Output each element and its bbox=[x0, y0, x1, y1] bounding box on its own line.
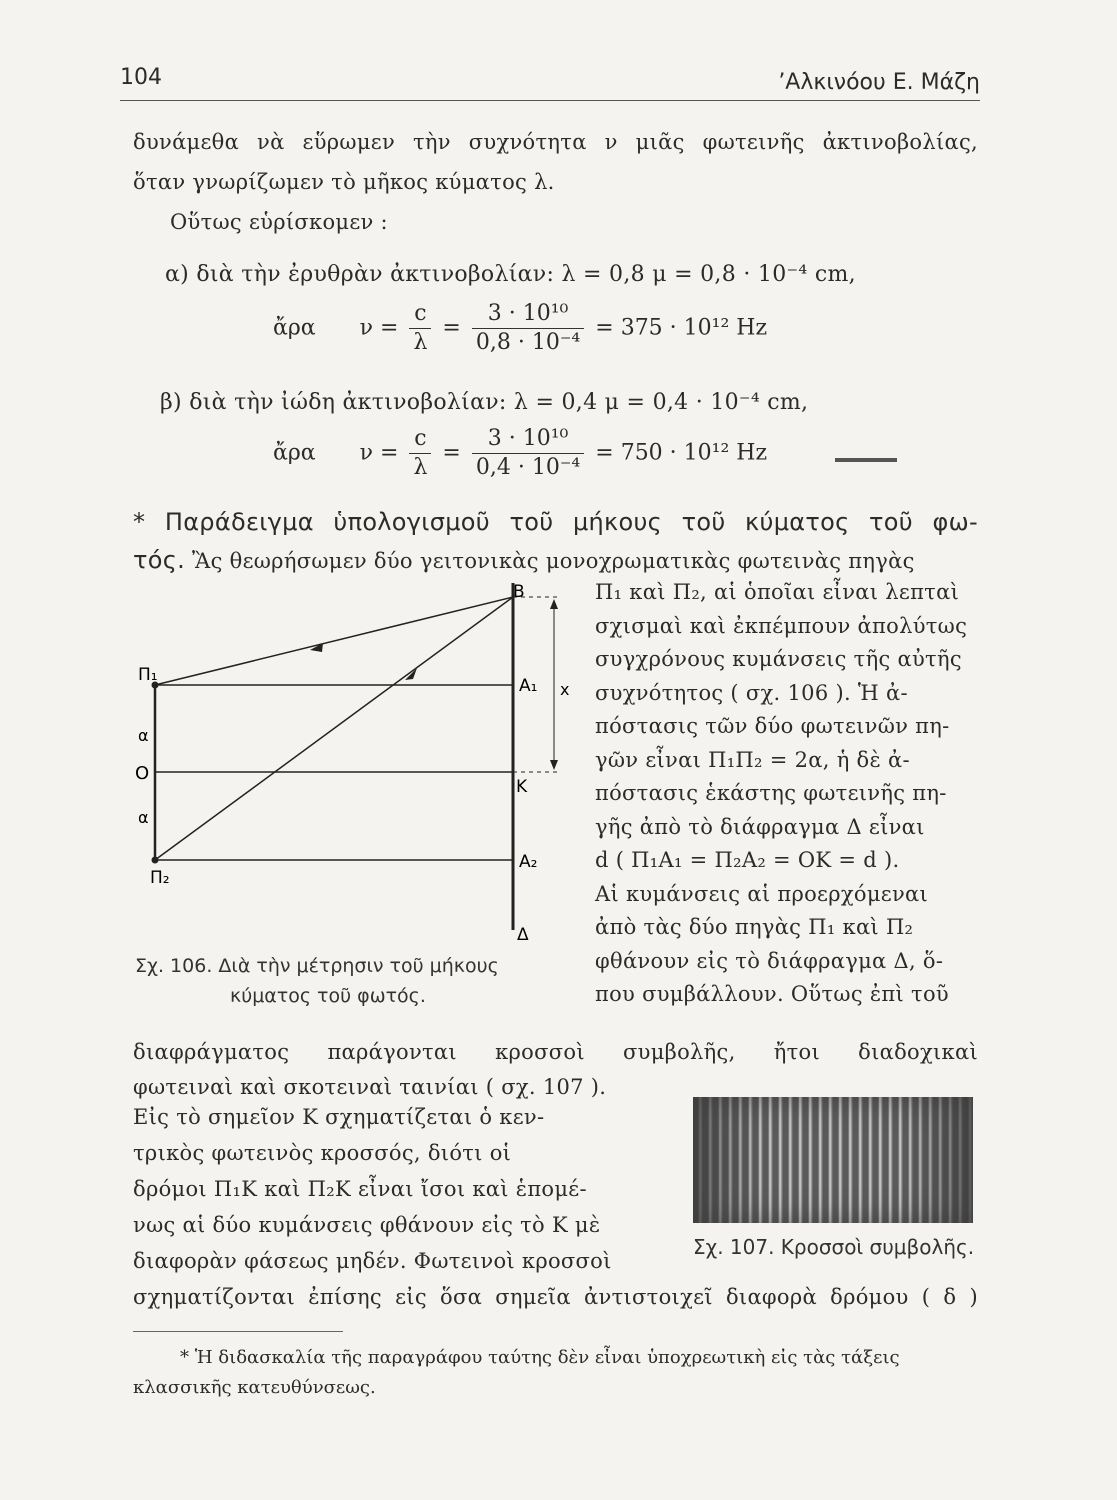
case-b-nu: ν = bbox=[359, 440, 399, 466]
right-col-line: d ( Π₁Α₁ = Π₂Α₂ = ΟΚ = d ). bbox=[595, 848, 900, 872]
left-col-line: δρόμοι Π₁Κ καὶ Π₂Κ εἶναι ἴσοι καὶ ἑπομέ- bbox=[133, 1177, 587, 1201]
body-line-3: Οὕτως εὑρίσκομεν : bbox=[170, 210, 388, 234]
label-delta: Δ bbox=[517, 925, 529, 945]
figure-107-caption: Σχ. 107. Κροσσοὶ συμβολῆς. bbox=[693, 1235, 975, 1259]
label-a2: A₂ bbox=[519, 852, 538, 872]
right-col-line: πόστασις ἑκάστης φωτεινῆς πη- bbox=[595, 781, 947, 805]
figure-106-caption-2: κύματος τοῦ φωτός. bbox=[230, 985, 426, 1007]
ray-p2-b bbox=[155, 597, 513, 860]
x-arrow-bottom bbox=[550, 760, 558, 770]
case-a-frac-c-lambda: $\frac{c}{\lambda}$ bbox=[409, 300, 431, 357]
left-col-line: τρικὸς φωτεινὸς κροσσός, διότι οἱ bbox=[133, 1141, 512, 1165]
footnote-line-2: κλασσικῆς κατευθύνσεως. bbox=[133, 1377, 376, 1398]
body-line-2: ὅταν γνωρίζωμεν τὸ μῆκος κύματος λ. bbox=[133, 170, 555, 194]
left-col-line: Εἰς τὸ σημεῖον Κ σχηματίζεται ὁ κεν- bbox=[133, 1105, 545, 1129]
header-rule bbox=[120, 100, 980, 101]
right-col-line: ἀπὸ τὰς δύο πηγὰς Π₁ καὶ Π₂ bbox=[595, 915, 914, 939]
right-column-text bbox=[595, 580, 980, 1016]
example-title-end: τός. bbox=[133, 546, 186, 574]
right-col-line: γῆς ἀπὸ τὸ διάφραγμα Δ εἶναι bbox=[595, 814, 925, 839]
example-title-line-1: * Παράδειγμα ὑπολογισμοῦ τοῦ μήκους τοῦ κύματος τοῦ φω- bbox=[133, 508, 978, 536]
case-a-nu: ν = bbox=[359, 315, 399, 341]
label-a-top: α bbox=[138, 726, 149, 745]
label-a1: A₁ bbox=[519, 676, 538, 696]
source-p2-dot bbox=[152, 857, 159, 864]
label-p2: Π₂ bbox=[150, 868, 170, 888]
footnote-rule bbox=[133, 1331, 343, 1332]
figure-107-fringes-image bbox=[693, 1097, 973, 1223]
right-col-line: συγχρόνους κυμάνσεις τῆς αὐτῆς bbox=[595, 647, 962, 671]
right-col-line: που συμβάλλουν. Οὕτως ἐπὶ τοῦ bbox=[595, 982, 949, 1006]
label-b: B bbox=[513, 582, 525, 602]
example-line-2 bbox=[133, 546, 915, 574]
case-b-line: β) διὰ τὴν ἰώδη ἀκτινοβολίαν: λ = 0,4 μ = 0,4 · 10⁻⁴ cm, bbox=[160, 390, 809, 415]
right-col-line: συχνότητος ( σχ. 106 ). Ἡ ἀ- bbox=[595, 680, 908, 705]
right-col-line: φθάνουν εἰς τὸ διάφραγμα Δ, ὅ- bbox=[595, 948, 944, 973]
case-a-line: α) διὰ τὴν ἐρυθρὰν ἀκτινοβολίαν: λ = 0,8 μ = 0,8 · 10⁻⁴ cm, bbox=[165, 262, 856, 287]
right-col-line: γῶν εἶναι Π₁Π₂ = 2α, ἡ δὲ ἀ- bbox=[595, 747, 910, 772]
running-head: ’Αλκινόου Ε. Μάζη bbox=[778, 70, 980, 95]
footnote-line-1: * Ἡ διδασκαλία τῆς παραγράφου ταύτης δὲν εἶναι ὑποχρεωτικὴ εἰς τὰς τάξεις bbox=[180, 1347, 900, 1368]
body-line-1: δυνάμεθα νὰ εὕρωμεν τὴν συχνότητα ν μιᾶς φωτεινῆς ἀκτινοβολίας, bbox=[133, 130, 978, 154]
ray-p1-b bbox=[155, 597, 513, 685]
arrow-ray-2 bbox=[405, 668, 417, 680]
case-b-result: = 750 · 10¹² Hz bbox=[595, 440, 768, 466]
label-p1: Π₁ bbox=[138, 665, 158, 685]
right-col-line: σχισμαὶ καὶ ἐκπέμπουν ἀπολύτως bbox=[595, 613, 968, 638]
label-a-bottom: α bbox=[138, 808, 149, 827]
case-a-equation: ἄρα ν = $\frac{c}{\lambda}$ = $\frac{\text{3 · 10¹⁰}}{\text{0,8 · 10⁻⁴}}$ = 375 · 10¹² Hz bbox=[273, 301, 768, 355]
body-full-line-1: διαφράγματος παράγονται κροσσοὶ συμβολῆς, ἤτοι διαδοχικαὶ bbox=[133, 1040, 978, 1064]
page-number: 104 bbox=[120, 65, 162, 90]
body-last-line: σχηματίζονται ἐπίσης εἰς ὅσα σημεῖα ἀντιστοιχεῖ διαφορὰ δρόμου ( δ ) bbox=[133, 1285, 978, 1309]
right-col-line: Αἱ κυμάνσεις αἱ προερχόμεναι bbox=[595, 881, 929, 906]
figure-106-diagram bbox=[130, 575, 580, 955]
left-col-line: διαφορὰν φάσεως μηδέν. Φωτεινοὶ κροσσοὶ bbox=[133, 1249, 612, 1273]
figure-106-caption-1: Σχ. 106. Διὰ τὴν μέτρησιν τοῦ μήκους bbox=[135, 955, 499, 977]
label-k: K bbox=[516, 777, 528, 797]
case-a-result: = 375 · 10¹² Hz bbox=[595, 315, 768, 341]
body-full-line-2: φωτειναὶ καὶ σκοτειναὶ ταινίαι ( σχ. 107 ). bbox=[133, 1075, 607, 1099]
case-a-frac-values: $\frac{\text{3 · 10¹⁰}}{\text{0,8 · 10⁻⁴}}$ bbox=[472, 300, 584, 357]
arrow-ray-1 bbox=[310, 643, 323, 652]
left-col-line: νως αἱ δύο κυμάνσεις φθάνουν εἰς τὸ Κ μὲ bbox=[133, 1213, 601, 1237]
case-b-frac-values: $\frac{\text{3 · 10¹⁰}}{\text{0,4 · 10⁻⁴}}$ bbox=[472, 425, 584, 482]
case-b-frac-c-lambda: $\frac{c}{\lambda}$ bbox=[409, 425, 431, 482]
right-col-line: πόστασις τῶν δύο φωτεινῶν πη- bbox=[595, 714, 950, 738]
x-arrow-top bbox=[550, 599, 558, 609]
example-line-2-rest: Ἂς θεωρήσωμεν δύο γειτονικὰς μονοχρωματικὰς φωτεινὰς πηγὰς bbox=[192, 549, 915, 573]
label-x: x bbox=[560, 680, 570, 699]
case-b-equation: ἄρα ν = $\frac{c}{\lambda}$ = $\frac{\text{3 · 10¹⁰}}{\text{0,4 · 10⁻⁴}}$ = 750 · 10¹² Hz bbox=[273, 426, 768, 480]
left-column-text bbox=[133, 1105, 673, 1285]
end-mark bbox=[835, 458, 897, 462]
case-a-ara: ἄρα bbox=[273, 315, 316, 341]
case-b-ara: ἄρα bbox=[273, 440, 316, 466]
right-col-line: Π₁ καὶ Π₂, αἱ ὁποῖαι εἶναι λεπταὶ bbox=[595, 580, 960, 604]
label-o: O bbox=[135, 763, 150, 784]
